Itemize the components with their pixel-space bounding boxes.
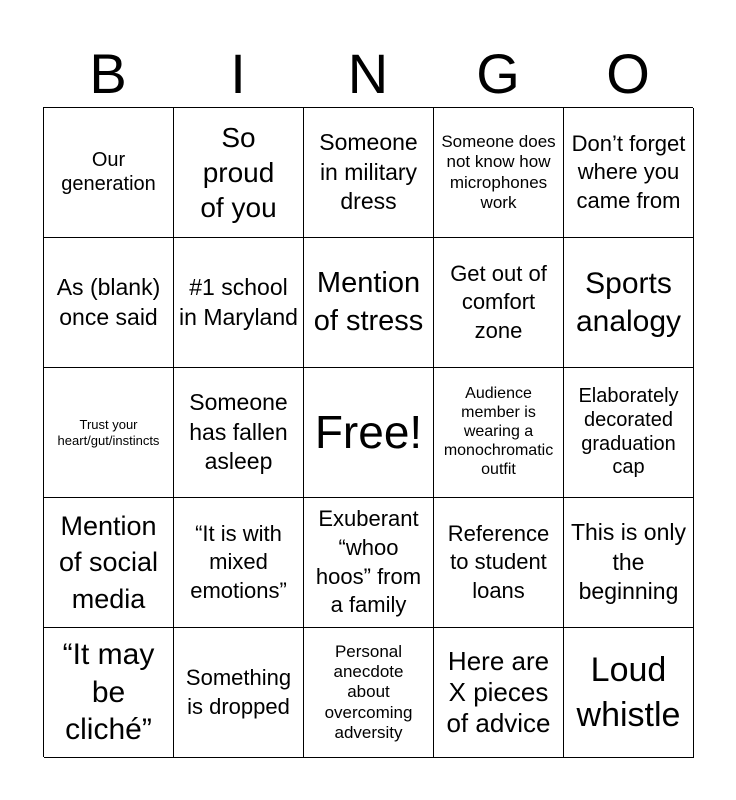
cell-text: Elaborately decorated graduation cap [578, 385, 679, 479]
cell-text: “It is with mixed emotions” [190, 520, 287, 603]
cell-text: Here are X pieces of advice [446, 646, 551, 738]
cell-text: As (blank) once said [56, 274, 161, 330]
bingo-cell[interactable] [304, 628, 434, 758]
bingo-cell[interactable] [174, 368, 304, 498]
cell-text: Mention of stress [313, 266, 424, 337]
bingo-cell[interactable] [44, 108, 174, 238]
cell-text: Someone does not know how microphones work [441, 132, 556, 212]
bingo-cell[interactable] [434, 368, 564, 498]
cell-text: #1 school in Maryland [179, 274, 298, 330]
cell-text: Personal anecdote about overcoming adversity [324, 642, 413, 742]
cell-text: Sports analogy [575, 267, 682, 338]
cell-text: Something is dropped [185, 664, 292, 719]
cell-text: So proud of you [200, 122, 277, 223]
bingo-cell[interactable] [304, 238, 434, 368]
bingo-cell[interactable] [564, 628, 694, 758]
bingo-cell[interactable] [564, 108, 694, 238]
header-letter-n: N [347, 42, 389, 105]
bingo-cell[interactable] [564, 498, 694, 628]
cell-text: “It may be cliché” [62, 638, 155, 747]
cell-text: Trust your heart/gut/instincts [57, 417, 160, 448]
cell-text: This is only the beginning [570, 519, 687, 605]
cell-text: Get out of comfort zone [450, 260, 547, 343]
bingo-cell[interactable] [174, 628, 304, 758]
bingo-cell[interactable] [304, 498, 434, 628]
header-letter-i: I [230, 42, 246, 105]
cell-text: Our generation [61, 148, 156, 195]
bingo-cell[interactable] [564, 368, 694, 498]
free-space-text: Free! [314, 406, 423, 459]
cell-text: Mention of social media [58, 510, 159, 614]
bingo-cell[interactable] [304, 108, 434, 238]
header-letter-b: B [89, 42, 127, 105]
bingo-cell[interactable] [174, 498, 304, 628]
bingo-cell[interactable] [434, 628, 564, 758]
bingo-cell[interactable] [434, 108, 564, 238]
cell-text: Audience member is wearing a monochromatic outfit [443, 385, 554, 478]
bingo-cell[interactable] [44, 238, 174, 368]
bingo-cell[interactable] [174, 108, 304, 238]
bingo-cell[interactable] [44, 498, 174, 628]
bingo-board [43, 107, 693, 757]
cell-text: Someone has fallen asleep [189, 389, 288, 475]
bingo-cell[interactable] [564, 238, 694, 368]
cell-text: Reference to student loans [447, 520, 550, 603]
bingo-cell[interactable] [44, 368, 174, 498]
header-letter-g: G [476, 42, 520, 105]
cell-text: Don’t forget where you came from [571, 130, 686, 213]
cell-text: Exuberant “whoo hoos” from a family [315, 506, 422, 618]
cell-text: Someone in military dress [319, 129, 418, 215]
bingo-cell[interactable] [174, 238, 304, 368]
bingo-cell[interactable] [434, 238, 564, 368]
free-space[interactable] [304, 368, 434, 498]
cell-text: Loud whistle [576, 651, 681, 734]
bingo-header [43, 40, 693, 108]
bingo-cell[interactable] [434, 498, 564, 628]
bingo-cell[interactable] [44, 628, 174, 758]
header-letter-o: O [606, 42, 650, 105]
